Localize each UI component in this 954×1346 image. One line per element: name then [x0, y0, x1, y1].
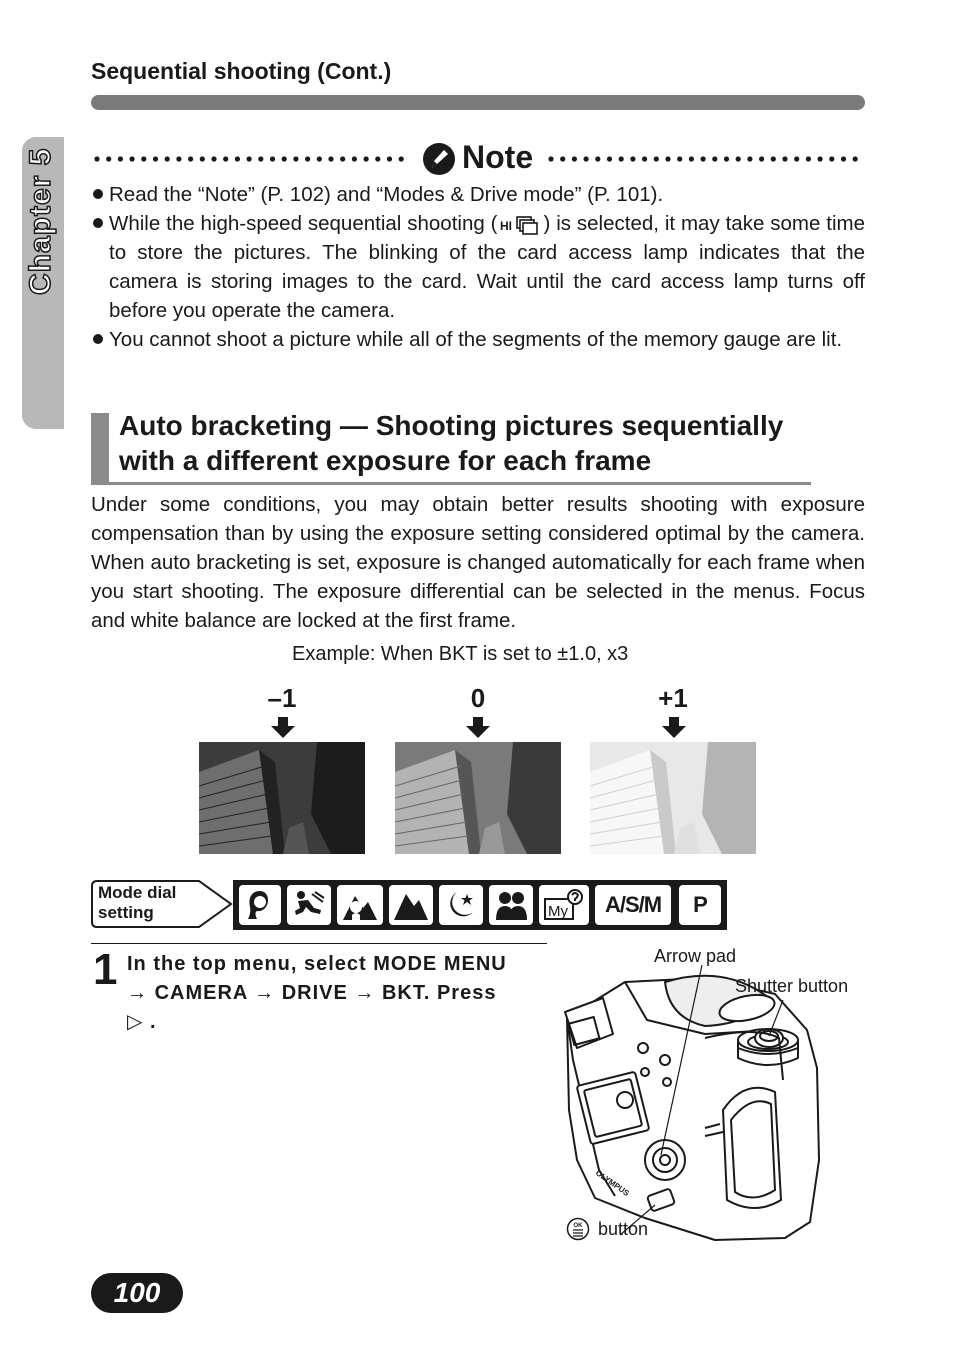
- intro-paragraph: Under some conditions, you may obtain better results shooting with exposure compensation than by using the exposure setting considered optimal by the camera. When auto bracketing is set, exposure is changed automatically for each frame when you start shooting. The exposure differential can be selected in the menus. Focus and white balance are locked at the first frame.: [91, 493, 865, 632]
- note-dot: [340, 156, 345, 161]
- note-dot: [200, 156, 205, 161]
- note-dot: [106, 156, 111, 161]
- note-dot: [375, 156, 380, 161]
- note-dot: [165, 156, 170, 161]
- menu-camera: CAMERA: [154, 982, 248, 1004]
- note-bullet: You cannot shoot a picture while all of the segments of the memory gauge are lit.: [91, 325, 865, 354]
- note-dot: [665, 156, 670, 161]
- camera-illustration: [555, 960, 855, 1245]
- down-arrow-icon: [270, 717, 296, 739]
- svg-text:My: My: [548, 903, 568, 920]
- note-dot: [352, 156, 357, 161]
- note-bullet: [91, 209, 865, 325]
- sports-mode-icon: [287, 885, 331, 925]
- subsection-title: [119, 408, 839, 478]
- page-number: 100: [113, 1277, 161, 1308]
- note-dot: [235, 156, 240, 161]
- down-arrow-icon: [465, 717, 491, 739]
- ok-icon-text: OK: [573, 1223, 583, 1229]
- down-arrow-icon: [661, 717, 687, 739]
- note-dot: [782, 156, 787, 161]
- note-dot: [118, 156, 123, 161]
- step-line: [127, 979, 547, 1008]
- arrow-glyph: →: [127, 982, 148, 1004]
- note-dot: [560, 156, 565, 161]
- note-dots-left: [94, 156, 406, 162]
- example-caption: Example: When BKT is set to ±1.0, x3: [292, 643, 629, 665]
- step-line: In the top menu, select MODE MENU: [127, 953, 507, 975]
- note-dot: [270, 156, 275, 161]
- note-bullet-text: While the high-speed sequential shooting (: [109, 212, 498, 235]
- note-dot: [829, 156, 834, 161]
- asm-mode-text: A/S/M: [604, 892, 662, 917]
- note-dot: [211, 156, 216, 161]
- asm-mode-icon: [595, 885, 671, 925]
- note-dot: [689, 156, 694, 161]
- photo-normal-exposure: [395, 742, 561, 854]
- note-dots-right: [548, 156, 860, 162]
- note-dot: [853, 156, 858, 161]
- shutter-button-label: Shutter button: [735, 976, 849, 996]
- note-dot: [188, 156, 193, 161]
- subsection-title-line: with a different exposure for each frame: [119, 445, 652, 476]
- bkt-label-zero: 0: [470, 683, 486, 713]
- chapter-label: Chapter 5: [24, 147, 57, 295]
- arrow-glyph: →: [254, 982, 276, 1004]
- note-dot: [548, 156, 553, 161]
- note-dot: [328, 156, 333, 161]
- note-pencil-icon: [422, 142, 456, 176]
- landscape-mode-icon: [389, 885, 433, 925]
- arrow-glyph: →: [354, 982, 376, 1004]
- header-bar: [91, 95, 865, 110]
- photo-underexposed: [199, 742, 365, 854]
- note-dot: [364, 156, 369, 161]
- note-dot: [399, 156, 404, 161]
- note-dot: [305, 156, 310, 161]
- note-dot: [247, 156, 252, 161]
- note-dot: [317, 156, 322, 161]
- note-dot: [724, 156, 729, 161]
- camera-brand-text: OLYMPUS: [593, 1168, 631, 1198]
- step-line-end: .: [149, 1011, 157, 1033]
- note-bullet-text: ) is selected, it may take some time to store the pictures. The blinking of the card access lamp indicates that the camera is storing images to the card. Wait until the card access lamp turns off before you operate the camera.: [109, 212, 865, 322]
- note-dot: [607, 156, 612, 161]
- note-dot: [677, 156, 682, 161]
- note-dot: [736, 156, 741, 161]
- note-dot: [794, 156, 799, 161]
- note-dot: [759, 156, 764, 161]
- section-title: Sequential shooting (Cont.): [91, 58, 392, 84]
- self-portrait-mode-icon: [489, 885, 533, 925]
- note-dot: [630, 156, 635, 161]
- note-title: Note: [462, 139, 534, 175]
- note-dot: [771, 156, 776, 161]
- bkt-label-minus: –1: [267, 683, 297, 713]
- ok-button-label: button: [598, 1219, 649, 1239]
- svg-text:HI: HI: [500, 218, 513, 233]
- note-dot: [176, 156, 181, 161]
- note-dot: [841, 156, 846, 161]
- subsection-accent-bar: [91, 413, 109, 485]
- subsection-underline: [91, 482, 811, 485]
- note-dot: [141, 156, 146, 161]
- subsection-title-line: Auto bracketing — Shooting pictures sequentially: [119, 410, 784, 441]
- note-dot: [806, 156, 811, 161]
- step-line: [127, 1008, 547, 1037]
- note-dot: [94, 156, 99, 161]
- mode-dial-label-line: Mode dial: [98, 883, 177, 902]
- note-dot: [572, 156, 577, 161]
- note-dot: [654, 156, 659, 161]
- arrow-pad-label: Arrow pad: [654, 946, 737, 966]
- note-dot: [642, 156, 647, 161]
- my-mode-icon: [539, 885, 589, 925]
- night-scene-mode-icon: [439, 885, 483, 925]
- mode-dial-label-line: setting: [98, 903, 154, 922]
- note-dot: [701, 156, 706, 161]
- mode-dial-strip: [233, 880, 727, 930]
- program-mode-text: P: [693, 892, 707, 917]
- note-dot: [282, 156, 287, 161]
- bkt-label-plus: +1: [658, 683, 688, 713]
- note-dot: [619, 156, 624, 161]
- note-dot: [153, 156, 158, 161]
- note-dot: [223, 156, 228, 161]
- note-dot: [712, 156, 717, 161]
- mode-dial-label: [98, 883, 176, 923]
- high-speed-sequential-icon: [499, 214, 541, 236]
- right-arrow-icon: ▷: [127, 1011, 144, 1033]
- portrait-mode-icon: [239, 885, 281, 925]
- note-dot: [258, 156, 263, 161]
- menu-bkt: BKT. Press: [381, 982, 497, 1004]
- note-dot: [130, 156, 135, 161]
- ok-button-icon: [566, 1217, 590, 1241]
- note-dot: [595, 156, 600, 161]
- note-dot: [818, 156, 823, 161]
- note-dot: [387, 156, 392, 161]
- step-instructions: [127, 950, 547, 1037]
- note-dot: [747, 156, 752, 161]
- step-number: 1: [93, 945, 118, 994]
- page-number-badge: [91, 1273, 183, 1313]
- program-mode-icon: [679, 885, 721, 925]
- note-dot: [293, 156, 298, 161]
- menu-drive: DRIVE: [281, 982, 348, 1004]
- step-rule: [91, 943, 547, 944]
- note-bullet: Read the “Note” (P. 102) and “Modes & Drive mode” (P. 101).: [91, 180, 865, 209]
- note-bullet-list: [91, 180, 865, 354]
- photo-overexposed: [590, 742, 756, 854]
- note-dot: [584, 156, 589, 161]
- landscape-portrait-mode-icon: [337, 885, 383, 925]
